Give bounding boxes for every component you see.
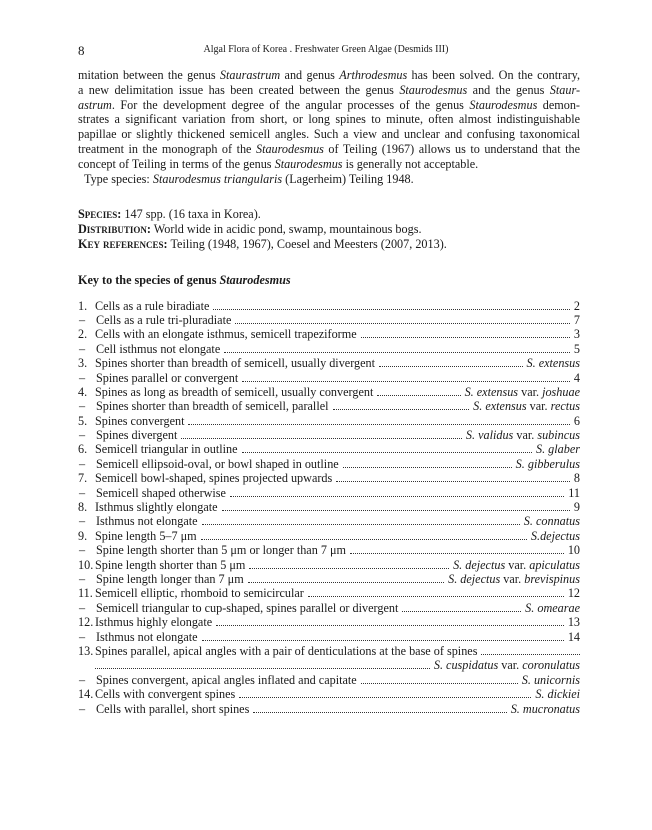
key-entry-result bbox=[507, 702, 580, 717]
key-entry-result bbox=[570, 414, 580, 429]
key-entry-number: 13. bbox=[78, 643, 94, 658]
intro-text: Arthrodesmus bbox=[339, 68, 408, 82]
key-entry-text: Semicell triangular in outline bbox=[95, 442, 238, 457]
type-species-name: Staurodesmus triangularis bbox=[152, 171, 283, 186]
dot-leader bbox=[361, 337, 570, 338]
key-result-text: S. dickiei bbox=[535, 687, 580, 702]
key-entry-text: Spines parallel or convergent bbox=[96, 370, 239, 385]
key-entry-result bbox=[564, 543, 580, 558]
key-entry-result bbox=[430, 658, 580, 673]
key-entry-number: 2. bbox=[78, 327, 88, 342]
key-entry-number: – bbox=[79, 543, 86, 558]
key-entry-text: Cells with parallel, short spines bbox=[96, 701, 250, 716]
key-entry-result bbox=[570, 500, 580, 515]
intro-paragraph bbox=[78, 68, 580, 172]
key-entry-number: 8. bbox=[78, 500, 88, 515]
key-result-text: brevispinus bbox=[524, 571, 580, 586]
key-result-text: var. bbox=[500, 571, 525, 586]
intro-text: Staurodesmus bbox=[255, 141, 324, 156]
dot-leader bbox=[253, 712, 506, 713]
key-entry-text: Cells with an elongate isthmus, semicell trapeziforme bbox=[95, 327, 357, 342]
key-entry bbox=[78, 687, 580, 701]
key-entry-number: 5. bbox=[78, 413, 88, 428]
dot-leader bbox=[336, 481, 570, 482]
key-entry-text: Spines divergent bbox=[96, 428, 178, 443]
key-entry-number: 12. bbox=[78, 615, 94, 630]
key-entry bbox=[78, 543, 580, 557]
key-entry-number: – bbox=[79, 701, 86, 716]
key-entry-text: Cell isthmus not elongate bbox=[96, 341, 221, 356]
genus-metadata bbox=[78, 207, 580, 251]
dot-leader bbox=[361, 683, 518, 684]
key-result-text: var. bbox=[518, 384, 543, 399]
key-entry-result bbox=[521, 601, 580, 616]
key-result-text: S. gibberulus bbox=[515, 456, 580, 471]
key-entry-number: 3. bbox=[78, 356, 88, 371]
intro-text: strates a significant variation from short, or long spines to minute, often almost indistinguishable bbox=[78, 112, 580, 127]
key-entry bbox=[78, 313, 580, 327]
key-entry-text: Semicell elliptic, rhomboid to semicircular bbox=[95, 586, 304, 601]
distribution: Distribution: World wide in acidic pond, swamp, mountainous bogs. bbox=[78, 222, 422, 237]
key-entry-number: – bbox=[79, 571, 86, 586]
key-entry-result bbox=[531, 687, 580, 702]
key-entry-result bbox=[461, 385, 580, 400]
key-entry bbox=[78, 399, 580, 413]
key-entry-result bbox=[570, 342, 580, 357]
key-result-text: S. unicornis bbox=[521, 672, 580, 687]
dot-leader bbox=[239, 697, 531, 698]
key-result-text: subincus bbox=[537, 428, 580, 443]
key-entry bbox=[78, 529, 580, 543]
key-result-text: S. glaber bbox=[535, 442, 580, 457]
key-entry bbox=[78, 442, 580, 456]
key-entry-result bbox=[523, 356, 580, 371]
key-result-text: 11 bbox=[568, 485, 580, 500]
dot-leader bbox=[181, 438, 462, 439]
key-result-text: 8 bbox=[573, 471, 580, 486]
key-entry bbox=[78, 702, 580, 716]
dot-leader bbox=[242, 452, 532, 453]
dot-leader bbox=[343, 467, 512, 468]
key-entry bbox=[78, 673, 580, 687]
key-result-text: 5 bbox=[573, 341, 580, 356]
key-entry bbox=[78, 586, 580, 600]
refs-value: Teiling (1948, 1967), Coesel and Meesters (2007, 2013). bbox=[170, 236, 447, 251]
key-result-text: S. cuspidatus bbox=[433, 658, 499, 673]
key-entry-result bbox=[512, 457, 580, 472]
key-result-text: 4 bbox=[573, 370, 580, 385]
dot-leader bbox=[188, 424, 569, 425]
intro-text: mitation between the genus bbox=[78, 68, 220, 82]
intro-text: concept of Teiling in terms of the genus bbox=[78, 156, 275, 171]
key-entry-text: Isthmus not elongate bbox=[96, 514, 198, 529]
key-entry-number: 7. bbox=[78, 471, 88, 486]
dot-leader bbox=[333, 409, 470, 410]
key-entry-number: – bbox=[79, 399, 86, 414]
key-entry-number: 9. bbox=[78, 528, 88, 543]
dot-leader bbox=[202, 524, 520, 525]
key-entry bbox=[78, 644, 580, 658]
key-entry bbox=[78, 615, 580, 629]
key-entry-number: 14. bbox=[78, 687, 94, 702]
key-entry-text: Semicell shaped otherwise bbox=[96, 485, 226, 500]
key-result-text: rectus bbox=[550, 399, 580, 414]
key-result-text: S. extensus bbox=[526, 356, 580, 371]
key-result-text: 2 bbox=[573, 298, 580, 313]
key-result-text: 10 bbox=[567, 543, 580, 558]
key-entry-number: – bbox=[79, 600, 86, 615]
key-entry-text: Isthmus slightly elongate bbox=[95, 500, 218, 515]
key-result-text: S. connatus bbox=[523, 514, 580, 529]
key-entry-number: – bbox=[79, 629, 86, 644]
intro-text: papillae or slightly thickened semicell angles. Such a view and unclear and confusing taxonomical bbox=[78, 127, 580, 142]
key-entry-text: Semicell bowl-shaped, spines projected upwards bbox=[95, 471, 333, 486]
species-label: Species bbox=[78, 207, 118, 222]
key-result-text: S. mucronatus bbox=[510, 701, 580, 716]
key-result-text: coronulatus bbox=[522, 658, 580, 673]
key-entry-text: Spines shorter than breadth of semicell, usually divergent bbox=[95, 356, 376, 371]
dot-leader bbox=[402, 611, 521, 612]
species-count: Species: 147 spp. (16 taxa in Korea). bbox=[78, 207, 261, 222]
intro-text: a new delimitation issue has been created between the genus bbox=[78, 82, 400, 97]
key-entry-number: – bbox=[79, 341, 86, 356]
key-result-text: apiculatus bbox=[529, 557, 580, 572]
key-entry-result bbox=[570, 313, 580, 328]
key-entry-number: – bbox=[79, 485, 86, 500]
key-entry bbox=[78, 486, 580, 500]
key-entry-text: Spine length longer than 7 μm bbox=[96, 571, 244, 586]
key-title bbox=[78, 273, 580, 288]
key-result-text: 7 bbox=[573, 312, 580, 327]
intro-text: and the genus bbox=[467, 82, 550, 97]
intro-text: astrum bbox=[78, 97, 112, 112]
key-entry-result bbox=[570, 327, 580, 342]
intro-text: Staurodesmus bbox=[399, 82, 468, 97]
key-entry bbox=[78, 299, 580, 313]
key-entry bbox=[78, 630, 580, 644]
key-entry-result bbox=[449, 558, 580, 573]
dot-leader bbox=[242, 381, 570, 382]
key-entry bbox=[78, 558, 580, 572]
key-entry-number: 10. bbox=[78, 557, 94, 572]
dot-leader bbox=[216, 625, 564, 626]
key-result-text: 3 bbox=[573, 327, 580, 342]
key-entry-result bbox=[570, 371, 580, 386]
dot-leader bbox=[377, 395, 460, 396]
key-entry-result bbox=[532, 442, 580, 457]
key-entry bbox=[78, 356, 580, 370]
key-entry-result bbox=[444, 572, 580, 587]
intro-line bbox=[78, 98, 580, 113]
key-entry bbox=[78, 601, 580, 615]
key-result-text: S. extensus bbox=[464, 384, 519, 399]
key-entry-text: Semicell ellipsoid-oval, or bowl shaped in outline bbox=[96, 456, 339, 471]
key-result-text: var. bbox=[526, 399, 551, 414]
key-entry-number: 11. bbox=[78, 586, 93, 601]
key-entry bbox=[78, 428, 580, 442]
intro-text: of Teiling (1967) allows us to understand that the bbox=[323, 141, 580, 156]
key-result-text: S. validus bbox=[465, 428, 514, 443]
intro-text: treatment in the monograph of the bbox=[78, 141, 256, 156]
key-result-text: S. dejectus bbox=[448, 571, 501, 586]
intro-line bbox=[78, 112, 580, 127]
key-entry-number: – bbox=[79, 672, 86, 687]
intro-text: Staurodesmus bbox=[274, 156, 343, 171]
intro-text: Staur- bbox=[549, 82, 581, 97]
intro-line bbox=[78, 157, 580, 172]
key-result-text: 14 bbox=[567, 629, 580, 644]
type-species-author: (Lagerheim) Teiling 1948. bbox=[285, 171, 414, 186]
key-title-prefix: Key to the species of genus bbox=[78, 272, 220, 287]
key-result-text: S.dejectus bbox=[530, 528, 580, 543]
distribution-label: Distribution bbox=[78, 222, 147, 237]
key-result-text: var. bbox=[498, 658, 523, 673]
key-title-genus: Staurodesmus bbox=[219, 272, 291, 287]
dot-leader bbox=[213, 309, 570, 310]
key-entry-number: 6. bbox=[78, 442, 88, 457]
key-entry-number: – bbox=[79, 456, 86, 471]
key-entry bbox=[78, 385, 580, 399]
type-species-label: Type species: bbox=[84, 171, 150, 186]
key-result-text: joshuae bbox=[542, 384, 580, 399]
intro-text: demon- bbox=[537, 97, 580, 112]
key-entry-number: – bbox=[79, 514, 86, 529]
key-entry-result bbox=[462, 428, 580, 443]
key-result-text: S. dejectus bbox=[453, 557, 506, 572]
key-result-text: 13 bbox=[567, 615, 580, 630]
key-entry bbox=[78, 342, 580, 356]
key-result-text: var. bbox=[513, 428, 538, 443]
intro-text: . For the development degree of the angular processes of the genus bbox=[111, 97, 470, 112]
refs-label: Key references bbox=[78, 236, 164, 251]
type-species-line bbox=[78, 172, 580, 187]
key-entry-result bbox=[564, 486, 580, 501]
key-entry-number: – bbox=[79, 312, 86, 327]
key-entry-result bbox=[570, 299, 580, 314]
key-entry-number: – bbox=[79, 370, 86, 385]
key-entry bbox=[78, 457, 580, 471]
key-entry-text: Spines convergent bbox=[95, 413, 185, 428]
key-entry bbox=[78, 514, 580, 528]
key-entry-text: Isthmus not elongate bbox=[96, 629, 198, 644]
key-entry-text: Semicell triangular to cup-shaped, spines parallel or divergent bbox=[96, 600, 399, 615]
dot-leader bbox=[235, 323, 570, 324]
key-entry-number: 1. bbox=[78, 298, 88, 313]
intro-line bbox=[78, 127, 580, 142]
key-entry bbox=[78, 658, 580, 672]
dot-leader bbox=[201, 539, 527, 540]
key-entry-result bbox=[564, 615, 580, 630]
key-entry-text: Isthmus highly elongate bbox=[95, 615, 213, 630]
intro-text: is generally not acceptable. bbox=[342, 156, 479, 171]
key-entry-text: Spines parallel, apical angles with a pair of denticulations at the base of spines bbox=[95, 643, 478, 658]
key-result-text: S. extensus bbox=[473, 399, 527, 414]
intro-text: Staurodesmus bbox=[469, 97, 538, 112]
dot-leader bbox=[379, 366, 522, 367]
key-entry-text: Cells as a rule biradiate bbox=[95, 298, 210, 313]
dot-leader bbox=[481, 654, 580, 655]
key-entry-result bbox=[518, 673, 580, 688]
key-entry-text: Spines shorter than breadth of semicell, parallel bbox=[96, 399, 329, 414]
key-entry-text: Cells as a rule tri-pluradiate bbox=[96, 312, 232, 327]
key-entry bbox=[78, 572, 580, 586]
dot-leader bbox=[249, 568, 449, 569]
key-entry-number: 4. bbox=[78, 384, 88, 399]
page-number: 8 bbox=[78, 43, 85, 58]
key-entry-text: Cells with convergent spines bbox=[95, 687, 236, 702]
running-title: Algal Flora of Korea . Freshwater Green Algae (Desmids III) bbox=[203, 44, 449, 55]
intro-text: and genus bbox=[280, 68, 340, 82]
key-entry-text: Spine length shorter than 5 μm bbox=[95, 557, 246, 572]
intro-line bbox=[78, 68, 580, 83]
dot-leader bbox=[222, 510, 570, 511]
key-result-text: 6 bbox=[573, 413, 580, 428]
dot-leader bbox=[224, 352, 570, 353]
species-key bbox=[78, 299, 580, 716]
intro-text: Staurastrum bbox=[219, 68, 281, 82]
key-entry-result bbox=[564, 586, 580, 601]
key-result-text: var. bbox=[505, 557, 530, 572]
key-entry-result bbox=[564, 630, 580, 645]
intro-text: has been solved. On the contrary, bbox=[407, 68, 581, 82]
key-entry bbox=[78, 414, 580, 428]
key-entry-number: – bbox=[79, 428, 86, 443]
key-result-text: 9 bbox=[573, 500, 580, 515]
key-entry bbox=[78, 327, 580, 341]
dot-leader bbox=[308, 596, 564, 597]
dot-leader bbox=[202, 640, 564, 641]
key-result-text: 12 bbox=[567, 586, 580, 601]
key-entry-result bbox=[527, 529, 580, 544]
key-entry-result bbox=[570, 471, 580, 486]
species-value: 147 spp. (16 taxa in Korea). bbox=[124, 207, 261, 222]
intro-line bbox=[78, 83, 580, 98]
key-entry-text: Spine length 5–7 μm bbox=[95, 528, 197, 543]
key-entry bbox=[78, 471, 580, 485]
key-entry-result bbox=[520, 514, 580, 529]
key-entry-text: Spines convergent, apical angles inflated and capitate bbox=[96, 672, 357, 687]
page-content bbox=[78, 68, 580, 716]
key-entry bbox=[78, 500, 580, 514]
key-references: Key references: Teiling (1948, 1967), Coesel and Meesters (2007, 2013). bbox=[78, 236, 447, 251]
dot-leader bbox=[230, 496, 564, 497]
dot-leader bbox=[248, 582, 444, 583]
key-entry-text: Spines as long as breadth of semicell, usually convergent bbox=[95, 384, 374, 399]
intro-line bbox=[78, 142, 580, 157]
key-entry-result bbox=[469, 399, 580, 414]
key-entry bbox=[78, 371, 580, 385]
distribution-value: World wide in acidic pond, swamp, mountainous bogs. bbox=[153, 222, 422, 237]
dot-leader bbox=[350, 553, 564, 554]
key-result-text: S. omearae bbox=[525, 600, 580, 615]
dot-leader bbox=[95, 668, 430, 669]
key-entry-text: Spine length shorter than 5 μm or longer than 7 μm bbox=[96, 543, 347, 558]
